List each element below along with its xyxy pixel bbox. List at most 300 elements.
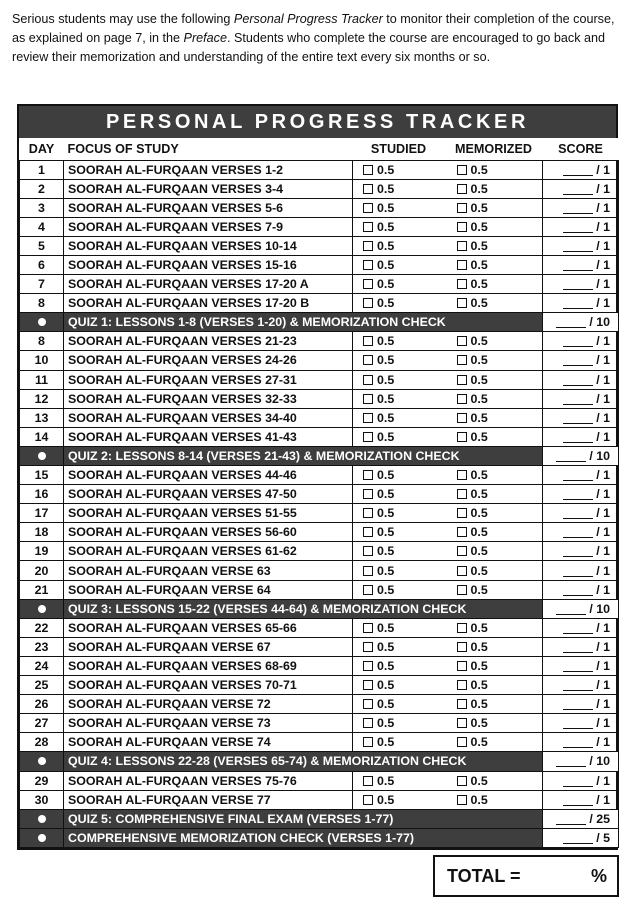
lesson-row (20, 179, 619, 198)
score-cell (543, 714, 619, 733)
memorized-value: 0.5 (470, 620, 488, 635)
studied-value: 0.5 (377, 735, 395, 750)
checkbox-icon[interactable] (363, 260, 373, 270)
score-blank-field[interactable] (563, 278, 593, 290)
lesson-row (20, 790, 619, 809)
studied-value: 0.5 (377, 658, 395, 673)
lesson-row (20, 523, 619, 542)
score-cell (543, 523, 619, 542)
lesson-row (20, 408, 619, 427)
score-blank-field[interactable] (563, 698, 593, 710)
score-blank-field[interactable] (556, 603, 586, 615)
day-number: 12 (20, 389, 64, 408)
lesson-row (20, 427, 619, 446)
score-cell (543, 236, 619, 255)
checkbox-icon[interactable] (363, 222, 373, 232)
checkbox-icon[interactable] (363, 795, 373, 805)
checkbox-icon[interactable] (363, 394, 373, 404)
quiz-row (20, 752, 619, 771)
bullet-icon (38, 605, 46, 613)
lesson-row (20, 504, 619, 523)
score-max: / 1 (596, 200, 610, 215)
bullet-cell (20, 446, 64, 465)
day-number: 8 (20, 294, 64, 313)
bullet-cell (20, 313, 64, 332)
memorized-value: 0.5 (470, 468, 488, 483)
score-blank-field[interactable] (563, 641, 593, 653)
day-number: 27 (20, 714, 64, 733)
day-number: 15 (20, 466, 64, 485)
studied-cell (353, 637, 445, 656)
score-max: / 1 (596, 487, 610, 502)
studied-cell (353, 504, 445, 523)
score-cell (543, 771, 619, 790)
score-blank-field[interactable] (563, 794, 593, 806)
score-cell (543, 752, 619, 771)
score-blank-field[interactable] (563, 526, 593, 538)
lesson-row (20, 733, 619, 752)
score-cell (543, 160, 619, 179)
focus-of-study: SOORAH AL-FURQAAN VERSE 72 (64, 695, 353, 714)
lesson-row (20, 389, 619, 408)
checkbox-icon[interactable] (363, 489, 373, 499)
score-cell (543, 676, 619, 695)
day-number: 28 (20, 733, 64, 752)
checkbox-icon[interactable] (457, 661, 467, 671)
checkbox-icon[interactable] (457, 585, 467, 595)
score-cell (543, 294, 619, 313)
lesson-row (20, 198, 619, 217)
checkbox-icon[interactable] (363, 241, 373, 251)
score-blank-field[interactable] (563, 240, 593, 252)
checkbox-icon[interactable] (363, 279, 373, 289)
memorized-cell (445, 351, 543, 370)
checkbox-icon[interactable] (457, 546, 467, 556)
score-blank-field[interactable] (563, 202, 593, 214)
score-max: / 1 (596, 773, 610, 788)
focus-of-study: SOORAH AL-FURQAAN VERSE 67 (64, 637, 353, 656)
checkbox-icon[interactable] (363, 776, 373, 786)
checkbox-icon[interactable] (457, 718, 467, 728)
tracker-body (20, 160, 619, 847)
studied-value: 0.5 (377, 200, 395, 215)
score-max: / 1 (596, 296, 610, 311)
score-cell (543, 790, 619, 809)
memorized-cell (445, 695, 543, 714)
day-number: 2 (20, 179, 64, 198)
memorized-cell (445, 389, 543, 408)
progress-tracker (17, 104, 618, 850)
day-number: 16 (20, 485, 64, 504)
intro-text-2: to monitor their completion of the course, as explained on page 7, in the (12, 12, 615, 45)
score-blank-field[interactable] (563, 164, 593, 176)
bullet-cell (20, 752, 64, 771)
total-label: TOTAL = (447, 866, 521, 886)
checkbox-icon[interactable] (363, 661, 373, 671)
memorized-value: 0.5 (470, 410, 488, 425)
score-blank-field[interactable] (563, 259, 593, 271)
checkbox-icon[interactable] (457, 298, 467, 308)
studied-cell (353, 733, 445, 752)
day-number: 24 (20, 656, 64, 675)
memorized-value: 0.5 (470, 525, 488, 540)
day-number: 26 (20, 695, 64, 714)
score-blank-field[interactable] (563, 488, 593, 500)
lesson-row (20, 676, 619, 695)
score-cell (543, 618, 619, 637)
focus-of-study: SOORAH AL-FURQAAN VERSES 41-43 (64, 427, 353, 446)
header-row (20, 138, 619, 160)
focus-of-study: SOORAH AL-FURQAAN VERSE 74 (64, 733, 353, 752)
score-max: / 1 (596, 544, 610, 559)
memorized-value: 0.5 (470, 678, 488, 693)
lesson-row (20, 294, 619, 313)
checkbox-icon[interactable] (457, 413, 467, 423)
score-blank-field[interactable] (563, 183, 593, 195)
score-max: / 1 (596, 582, 610, 597)
score-blank-field[interactable] (563, 660, 593, 672)
score-cell (543, 427, 619, 446)
score-blank-field[interactable] (563, 374, 593, 386)
checkbox-icon[interactable] (363, 413, 373, 423)
studied-cell (353, 255, 445, 274)
studied-cell (353, 676, 445, 695)
focus-of-study: SOORAH AL-FURQAAN VERSES 70-71 (64, 676, 353, 695)
score-blank-field[interactable] (563, 335, 593, 347)
checkbox-icon[interactable] (457, 260, 467, 270)
day-number: 4 (20, 217, 64, 236)
checkbox-icon[interactable] (457, 508, 467, 518)
memorized-value: 0.5 (470, 296, 488, 311)
checkbox-icon[interactable] (457, 184, 467, 194)
memorized-value: 0.5 (470, 658, 488, 673)
focus-of-study: SOORAH AL-FURQAAN VERSES 32-33 (64, 389, 353, 408)
studied-cell (353, 771, 445, 790)
score-blank-field[interactable] (563, 584, 593, 596)
checkbox-icon[interactable] (457, 222, 467, 232)
memorized-cell (445, 656, 543, 675)
memorized-cell (445, 179, 543, 198)
studied-cell (353, 294, 445, 313)
lesson-row (20, 485, 619, 504)
memorized-value: 0.5 (470, 162, 488, 177)
studied-cell (353, 332, 445, 351)
checkbox-icon[interactable] (363, 566, 373, 576)
checkbox-icon[interactable] (363, 642, 373, 652)
quiz-row (20, 809, 619, 828)
score-cell (543, 332, 619, 351)
studied-value: 0.5 (377, 544, 395, 559)
studied-value: 0.5 (377, 334, 395, 349)
score-blank-field[interactable] (563, 393, 593, 405)
score-max: / 1 (596, 506, 610, 521)
studied-cell (353, 408, 445, 427)
lesson-row (20, 656, 619, 675)
memorized-cell (445, 236, 543, 255)
quiz-row (20, 313, 619, 332)
checkbox-icon[interactable] (457, 279, 467, 289)
studied-cell (353, 160, 445, 179)
memorized-cell (445, 332, 543, 351)
checkbox-icon[interactable] (457, 566, 467, 576)
score-max: / 1 (596, 372, 610, 387)
studied-value: 0.5 (377, 525, 395, 540)
checkbox-icon[interactable] (363, 508, 373, 518)
total-percent: % (590, 866, 607, 886)
tracker-table (19, 138, 619, 848)
studied-cell (353, 542, 445, 561)
checkbox-icon[interactable] (457, 623, 467, 633)
studied-value: 0.5 (377, 238, 395, 253)
studied-cell (353, 275, 445, 294)
checkbox-icon[interactable] (457, 470, 467, 480)
score-blank-field[interactable] (563, 717, 593, 729)
studied-cell (353, 561, 445, 580)
score-max: / 1 (596, 429, 610, 444)
studied-value: 0.5 (377, 582, 395, 597)
checkbox-icon[interactable] (457, 699, 467, 709)
checkbox-icon[interactable] (457, 642, 467, 652)
checkbox-icon[interactable] (363, 699, 373, 709)
studied-cell (353, 217, 445, 236)
score-max: / 1 (596, 238, 610, 253)
lesson-row (20, 351, 619, 370)
day-number: 14 (20, 427, 64, 446)
checkbox-icon[interactable] (363, 737, 373, 747)
memorized-value: 0.5 (470, 258, 488, 273)
score-cell (543, 733, 619, 752)
focus-of-study: SOORAH AL-FURQAAN VERSES 5-6 (64, 198, 353, 217)
score-max: / 1 (596, 181, 610, 196)
lesson-row (20, 637, 619, 656)
score-blank-field[interactable] (556, 316, 586, 328)
memorized-value: 0.5 (470, 372, 488, 387)
score-max: / 1 (596, 697, 610, 712)
focus-of-study: SOORAH AL-FURQAAN VERSES 34-40 (64, 408, 353, 427)
checkbox-icon[interactable] (363, 336, 373, 346)
day-number: 5 (20, 236, 64, 255)
checkbox-icon[interactable] (457, 489, 467, 499)
quiz-label: QUIZ 1: LESSONS 1-8 (VERSES 1-20) & MEMORIZATION CHECK (64, 313, 543, 332)
studied-value: 0.5 (377, 258, 395, 273)
studied-cell (353, 695, 445, 714)
score-cell (543, 561, 619, 580)
score-max: / 1 (596, 277, 610, 292)
checkbox-icon[interactable] (457, 795, 467, 805)
memorized-value: 0.5 (470, 792, 488, 807)
studied-cell (353, 236, 445, 255)
checkbox-icon[interactable] (363, 184, 373, 194)
score-cell (543, 695, 619, 714)
focus-of-study: SOORAH AL-FURQAAN VERSES 17-20 A (64, 275, 353, 294)
memorized-cell (445, 580, 543, 599)
score-max: / 5 (596, 830, 610, 845)
day-number: 10 (20, 351, 64, 370)
studied-value: 0.5 (377, 792, 395, 807)
score-blank-field[interactable] (556, 813, 586, 825)
score-blank-field[interactable] (563, 545, 593, 557)
memorized-cell (445, 771, 543, 790)
header-studied: STUDIED (353, 138, 445, 160)
bullet-cell (20, 809, 64, 828)
checkbox-icon[interactable] (457, 241, 467, 251)
score-max: / 1 (596, 162, 610, 177)
focus-of-study: SOORAH AL-FURQAAN VERSES 47-50 (64, 485, 353, 504)
checkbox-icon[interactable] (363, 432, 373, 442)
studied-cell (353, 351, 445, 370)
quiz-row (20, 599, 619, 618)
memorized-value: 0.5 (470, 391, 488, 406)
studied-cell (353, 580, 445, 599)
day-number: 11 (20, 370, 64, 389)
memorized-cell (445, 466, 543, 485)
checkbox-icon[interactable] (457, 776, 467, 786)
checkbox-icon[interactable] (363, 546, 373, 556)
day-number: 20 (20, 561, 64, 580)
studied-value: 0.5 (377, 162, 395, 177)
memorized-cell (445, 714, 543, 733)
score-blank-field[interactable] (563, 412, 593, 424)
memorized-cell (445, 561, 543, 580)
score-blank-field[interactable] (563, 832, 593, 844)
score-cell (543, 599, 619, 618)
score-cell (543, 389, 619, 408)
studied-value: 0.5 (377, 353, 395, 368)
lesson-row (20, 370, 619, 389)
score-blank-field[interactable] (563, 679, 593, 691)
memorized-value: 0.5 (470, 639, 488, 654)
memorized-cell (445, 198, 543, 217)
checkbox-icon[interactable] (457, 336, 467, 346)
checkbox-icon[interactable] (363, 623, 373, 633)
memorized-cell (445, 485, 543, 504)
score-cell (543, 485, 619, 504)
score-max: / 1 (596, 792, 610, 807)
header-day: DAY (20, 138, 64, 160)
day-number: 23 (20, 637, 64, 656)
score-max: / 1 (596, 258, 610, 273)
memorized-cell (445, 676, 543, 695)
studied-value: 0.5 (377, 620, 395, 635)
memorized-cell (445, 160, 543, 179)
score-blank-field[interactable] (563, 431, 593, 443)
day-number: 6 (20, 255, 64, 274)
checkbox-icon[interactable] (363, 527, 373, 537)
score-cell (543, 446, 619, 465)
score-cell (543, 370, 619, 389)
score-blank-field[interactable] (563, 507, 593, 519)
score-blank-field[interactable] (563, 565, 593, 577)
score-blank-field[interactable] (563, 221, 593, 233)
memorized-value: 0.5 (470, 544, 488, 559)
score-blank-field[interactable] (556, 450, 586, 462)
checkbox-icon[interactable] (363, 355, 373, 365)
quiz-label: QUIZ 2: LESSONS 8-14 (VERSES 21-43) & MEMORIZATION CHECK (64, 446, 543, 465)
quiz-label: QUIZ 4: LESSONS 22-28 (VERSES 65-74) & MEMORIZATION CHECK (64, 752, 543, 771)
studied-value: 0.5 (377, 468, 395, 483)
lesson-row (20, 714, 619, 733)
score-blank-field[interactable] (563, 736, 593, 748)
score-max: / 1 (596, 639, 610, 654)
focus-of-study: SOORAH AL-FURQAAN VERSES 51-55 (64, 504, 353, 523)
studied-value: 0.5 (377, 181, 395, 196)
score-blank-field[interactable] (563, 469, 593, 481)
focus-of-study: SOORAH AL-FURQAAN VERSES 27-31 (64, 370, 353, 389)
score-cell (543, 542, 619, 561)
memorized-cell (445, 255, 543, 274)
checkbox-icon[interactable] (363, 203, 373, 213)
memorized-cell (445, 523, 543, 542)
lesson-row (20, 771, 619, 790)
checkbox-icon[interactable] (363, 585, 373, 595)
focus-of-study: SOORAH AL-FURQAAN VERSES 56-60 (64, 523, 353, 542)
day-number: 25 (20, 676, 64, 695)
score-max: / 1 (596, 334, 610, 349)
checkbox-icon[interactable] (457, 394, 467, 404)
studied-value: 0.5 (377, 372, 395, 387)
score-max: / 1 (596, 219, 610, 234)
checkbox-icon[interactable] (457, 432, 467, 442)
focus-of-study: SOORAH AL-FURQAAN VERSE 63 (64, 561, 353, 580)
studied-cell (353, 179, 445, 198)
quiz-label: COMPREHENSIVE MEMORIZATION CHECK (VERSES 1-77) (64, 828, 543, 847)
checkbox-icon[interactable] (363, 680, 373, 690)
score-blank-field[interactable] (563, 775, 593, 787)
score-max: / 10 (589, 601, 610, 616)
checkbox-icon[interactable] (457, 355, 467, 365)
studied-value: 0.5 (377, 773, 395, 788)
quiz-label: QUIZ 3: LESSONS 15-22 (VERSES 44-64) & MEMORIZATION CHECK (64, 599, 543, 618)
bullet-icon (38, 318, 46, 326)
bullet-cell (20, 828, 64, 847)
memorized-cell (445, 294, 543, 313)
score-blank-field[interactable] (563, 622, 593, 634)
studied-cell (353, 198, 445, 217)
memorized-cell (445, 542, 543, 561)
score-blank-field[interactable] (563, 297, 593, 309)
score-blank-field[interactable] (556, 755, 586, 767)
checkbox-icon[interactable] (363, 298, 373, 308)
checkbox-icon[interactable] (363, 165, 373, 175)
checkbox-icon[interactable] (363, 718, 373, 728)
checkbox-icon[interactable] (457, 203, 467, 213)
memorized-value: 0.5 (470, 429, 488, 444)
studied-value: 0.5 (377, 219, 395, 234)
lesson-row (20, 542, 619, 561)
score-cell (543, 656, 619, 675)
memorized-cell (445, 790, 543, 809)
memorized-value: 0.5 (470, 716, 488, 731)
checkbox-icon[interactable] (457, 737, 467, 747)
focus-of-study: SOORAH AL-FURQAAN VERSES 75-76 (64, 771, 353, 790)
checkbox-icon[interactable] (457, 165, 467, 175)
checkbox-icon[interactable] (363, 375, 373, 385)
studied-value: 0.5 (377, 678, 395, 693)
memorized-value: 0.5 (470, 200, 488, 215)
score-max: / 1 (596, 410, 610, 425)
intro-paragraph (12, 10, 622, 67)
score-cell (543, 198, 619, 217)
score-blank-field[interactable] (563, 354, 593, 366)
score-max: / 1 (596, 353, 610, 368)
studied-value: 0.5 (377, 296, 395, 311)
checkbox-icon[interactable] (457, 527, 467, 537)
checkbox-icon[interactable] (457, 680, 467, 690)
studied-value: 0.5 (377, 487, 395, 502)
checkbox-icon[interactable] (457, 375, 467, 385)
checkbox-icon[interactable] (363, 470, 373, 480)
score-cell (543, 408, 619, 427)
